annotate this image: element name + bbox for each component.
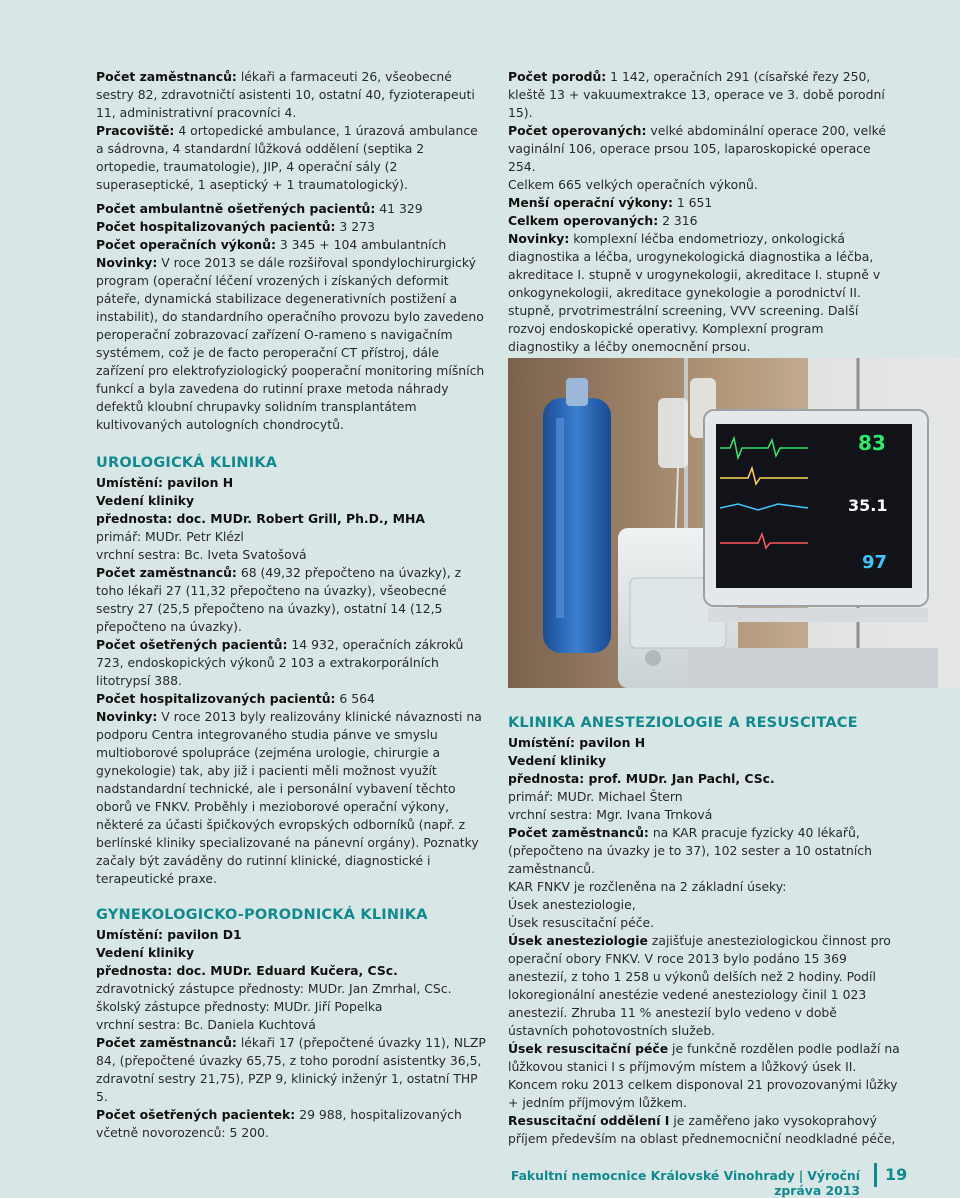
monitor-temp: 35.1 (848, 496, 888, 515)
gynecology-news (508, 230, 896, 356)
page-footer (480, 1168, 860, 1198)
value: je funkčně rozdělen podle podlaží na lůžkovou stanici I s příjmovým místem a lůžkový úsek II. Koncem roku 2013 celkem disponoval 21 provozovanými lůžky + jedním příjmovým lůžkem. (508, 1041, 900, 1110)
hospital-name: Fakultní nemocnice Královské Vinohrady (510, 1168, 795, 1183)
anesthesiology-nurse: vrchní sestra: Mgr. Ivana Trnková (508, 807, 713, 822)
value: 68 (49,32 přepočteno na úvazky), z toho lékaři 27 (11,32 přepočteno na úvazky), všeobecné sestry 27 (25,5 přepočteno na úvazky), ostatní 14 (12,5 přepočteno na úvazky). (96, 565, 462, 634)
value: Úsek resuscitační péče. (508, 915, 655, 930)
label: Novinky: (508, 231, 570, 246)
right-column-bottom (508, 714, 900, 1148)
anesthesiology-divisions (508, 878, 900, 896)
label: Menší operační výkony: (508, 195, 673, 210)
anesthesiology-section-title: KLINIKA ANESTEZIOLOGIE A RESUSCITACE (508, 715, 858, 731)
ortho-hospitalized (96, 218, 488, 236)
label: Počet operovaných: (508, 123, 647, 138)
births (508, 68, 896, 122)
operated (508, 122, 896, 176)
urology-news (96, 708, 488, 888)
left-column (96, 68, 488, 1142)
value: je zaměřeno jako vysokoprahový příjem především na oblast přednemocniční neodkladné péče, (508, 1113, 896, 1146)
anesthesiology-primar: primář: MUDr. Michael Štern (508, 789, 683, 804)
value: 14 932, operačních zákroků 723, endoskopických výkonů 2 103 a extrakorporálních litotrypsí 388. (96, 637, 464, 688)
anesthesiology-division-1 (508, 896, 900, 914)
label: Resuscitační oddělení I (508, 1113, 670, 1128)
gynecology-nurse: vrchní sestra: Bc. Daniela Kuchtová (96, 1017, 316, 1032)
gynecology-staff (96, 1034, 488, 1106)
value: 2 316 (658, 213, 698, 228)
minor-operations (508, 194, 896, 212)
label: Počet ambulantně ošetřených pacientů: (96, 201, 376, 216)
ortho-operations (96, 236, 488, 254)
ortho-workplaces-paragraph (96, 122, 488, 194)
anesthesiology-location: Umístění: pavilon H (508, 735, 646, 750)
value: 1 142, operačních 291 (císařské řezy 250, kleště 13 + vakuumextrakce 13, operace ve 3. době porodní 15). (508, 69, 885, 120)
right-column-top (508, 68, 896, 356)
footer-separator: | (798, 1168, 804, 1183)
ortho-news (96, 254, 488, 434)
value: velké abdominální operace 200, velké vaginální 106, operace prsou 105, laparoskopické operace 254. (508, 123, 887, 174)
gynecology-location: Umístění: pavilon D1 (96, 927, 242, 942)
icu-monitor-photo (508, 358, 960, 688)
gynecology-patients (96, 1106, 488, 1142)
anesthesiology-staff (508, 824, 900, 878)
label: Úsek anesteziologie (508, 933, 648, 948)
label: Úsek resuscitační péče (508, 1041, 669, 1056)
operations-total (508, 176, 896, 194)
label: Počet zaměstnanců: (508, 825, 649, 840)
value: komplexní léčba endometriozy, onkologická diagnostika a léčba, urogynekologická diagnostika a léčba, akreditace I. stupně v urogynekologii, akreditace I. stupně v onkogynekologii, akreditace gynekologie a porodnictví II. stupně, prvotrimestrální screening, VVV screening. Další rozvoj endoskopické operativy. Komplexní program diagnostiky a léčby onemocnění prsou. (508, 231, 881, 354)
anesthesiology-head: přednosta: prof. MUDr. Jan Pachl, CSc. (508, 771, 775, 786)
gynecology-leadership: Vedení kliniky (96, 945, 195, 960)
urology-location: Umístění: pavilon H (96, 475, 234, 490)
icu-photo-illustration (508, 358, 960, 688)
gynecology-deputy-medical: zdravotnický zástupce přednosty: MUDr. Jan Zmrhal, CSc. (96, 981, 452, 996)
gynecology-section-title: GYNEKOLOGICKO-PORODNICKÁ KLINIKA (96, 907, 428, 923)
label: Novinky: (96, 255, 158, 270)
value: Úsek anesteziologie, (508, 897, 636, 912)
resuscitation-dept-1 (508, 1112, 900, 1148)
value: 41 329 (375, 201, 423, 216)
ortho-outpatients (96, 200, 488, 218)
urology-primar: primář: MUDr. Petr Klézl (96, 529, 244, 544)
anesthesiology-unit (508, 932, 900, 1040)
report-title: Výroční zpráva 2013 (774, 1168, 860, 1198)
urology-patients (96, 636, 488, 690)
operated-total (508, 212, 896, 230)
label: Počet operačních výkonů: (96, 237, 276, 252)
label: Počet ošetřených pacientů: (96, 637, 288, 652)
value: V roce 2013 byly realizovány klinické návaznosti na podporu Centra integrovaného studia pánve ve smyslu multioborové spolupráce (zejména urologie, chirurgie a gynekologie) tak, aby již i pacienti měli možnost využít nadstandardní technické, ale i personální vybavení těchto oborů ve FNKV. Proběhly i mezioborové operační výkony, některé za účasti špičkových evropských odborníků (např. z berlínské kliniky specializované na pánevní orgány). Poznatky začaly být zaváděny do rutinní klinické, diagnostické i terapeutické praxe. (96, 709, 482, 886)
urology-head: přednosta: doc. MUDr. Robert Grill, Ph.D., MHA (96, 511, 425, 526)
label: Počet porodů: (508, 69, 607, 84)
urology-staff (96, 564, 488, 636)
monitor-sp: 97 (862, 552, 888, 573)
label: Pracoviště: (96, 123, 175, 138)
label: Počet hospitalizovaných pacientů: (96, 691, 336, 706)
gynecology-deputy-school: školský zástupce přednosty: MUDr. Jiří Popelka (96, 999, 383, 1014)
value: 3 273 (335, 219, 375, 234)
monitor-hr: 83 (858, 431, 886, 455)
value: 1 651 (672, 195, 713, 210)
urology-hospitalized (96, 690, 488, 708)
value: lékaři 17 (přepočtené úvazky 11), NLZP 84, (přepočtené úvazky 65,75, z toho porodní asistentky 36,5, zdravotní sestry 21,75), PZP 9, klinický inženýr 1, ostatní THP 5. (96, 1035, 486, 1104)
resuscitation-unit (508, 1040, 900, 1112)
value: 6 564 (335, 691, 375, 706)
value: Celkem 665 velkých operačních výkonů. (508, 177, 758, 192)
value: KAR FNKV je rozčleněna na 2 základní úseky: (508, 879, 787, 894)
value: na KAR pracuje fyzicky 40 lékařů, (přepočteno na úvazky je to 37), 102 sester a 10 ostatních zaměstnanců. (508, 825, 872, 876)
label: Počet zaměstnanců: (96, 1035, 237, 1050)
value: 3 345 + 104 ambulantních (275, 237, 447, 252)
urology-nurse: vrchní sestra: Bc. Iveta Svatošová (96, 547, 307, 562)
page-number: 19 (874, 1163, 935, 1187)
label: Počet hospitalizovaných pacientů: (96, 219, 336, 234)
ortho-staff-paragraph (96, 68, 488, 122)
anesthesiology-leadership: Vedení kliniky (508, 753, 607, 768)
value: 4 ortopedické ambulance, 1 úrazová ambulance a sádrovna, 4 standardní lůžková oddělení (septika 2 ortopedie, traumatologie), JIP, 4 operační sály (2 superaseptické, 1 aseptický + 1 traumatologický). (96, 123, 478, 192)
value: zajišťuje anesteziologickou činnost pro operační obory FNKV. V roce 2013 bylo podáno 15 369 anestezií, z toho 1 258 u výkonů delších než 2 hodiny. Podíl lokoregionální anestézie vedené anesteziology činil 1 023 anestezií. Zhruba 11 % anestezií bylo vedeno v době ústavních pohotovostních služeb. (508, 933, 891, 1038)
gynecology-head: přednosta: doc. MUDr. Eduard Kučera, CSc. (96, 963, 398, 978)
value: lékaři a farmaceuti 26, všeobecné sestry 82, zdravotničtí asistenti 10, ostatní 40, fyzioterapeuti 11, administrativní pracovníci 4. (96, 69, 475, 120)
label: Novinky: (96, 709, 158, 724)
label: Počet zaměstnanců: (96, 565, 237, 580)
urology-leadership: Vedení kliniky (96, 493, 195, 508)
label: Počet ošetřených pacientek: (96, 1107, 296, 1122)
value: V roce 2013 se dále rozšiřoval spondylochirurgický program (operační léčení vrozených i získaných deformit páteře, dynamická stabilizace degenerativních postižení a instabilit), do standardního operačního provozu bylo zavedeno peroperační zobrazovací zařízení O-rameno s navigačním systémem, což je de facto peroperační CT přístroj, dále zařízení pro elektrofyziologický pooperační monitoring míšních funkcí a byla zavedena do rutinní praxe metoda náhrady defektů kloubní chrupavky solidním transplantátem kultivovaných autologních chondrocytů. (96, 255, 485, 432)
urology-section-title: UROLOGICKÁ KLINIKA (96, 455, 278, 471)
anesthesiology-division-2 (508, 914, 900, 932)
value: 29 988, hospitalizovaných včetně novorozenců: 5 200. (96, 1107, 462, 1140)
label: Počet zaměstnanců: (96, 69, 237, 84)
label: Celkem operovaných: (508, 213, 659, 228)
